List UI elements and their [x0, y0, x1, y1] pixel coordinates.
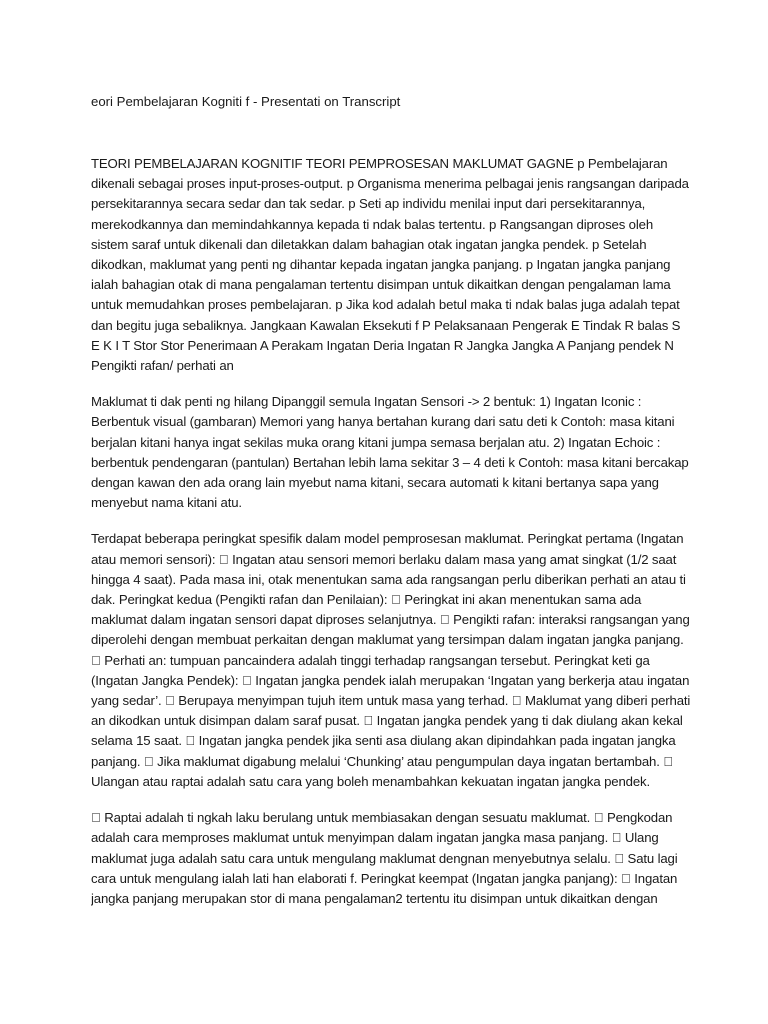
- document-title: eori Pembelajaran Kogniti f - Presentati on Transcript: [91, 94, 401, 109]
- document-page: [91, 0, 691, 1024]
- paragraph-rehearsal: ￿ Raptai adalah ti ngkah laku berulang untuk membiasakan dengan sesuatu maklumat. ￿ Pengkodan adalah cara memproses maklumat untuk menyimpan dalam ingatan jangka masa panjang. ￿ Ulang maklumat juga adalah satu cara untuk mengulang maklumat dengnan menyebutnya selalu. ￿ Satu lagi cara untuk mengulang ialah lati han elaborati f. Peringkat keempat (Ingatan jangka panjang): ￿ Ingatan jangka panjang merupakan stor di mana pengalaman2 tertentu itu disimpan untuk dikaitkan dengan: [91, 810, 678, 906]
- paragraph-processing-stages: Terdapat beberapa peringkat spesifik dalam model pemprosesan maklumat. Peringkat pertama (Ingatan atau memori sensori): ￿ Ingatan atau sensori memori berlaku dalam masa yang amat singkat (1/2 saat hingga 4 saat). Pada masa ini, otak menentukan sama ada rangsangan perlu diberikan perhati an atau ti dak. Peringkat kedua (Pengikti rafan dan Penilaian): ￿ Peringkat ini akan menentukan sama ada maklumat dalam ingatan sensori dapat diproses selanjutnya. ￿ Pengikti rafan: interaksi rangsangan yang diperolehi dengan membuat perkaitan dengan maklumat yang tersimpan dalam ingatan jangka panjang. ￿ Perhati an: tumpuan pancaindera adalah tinggi terhadap rangsangan tersebut. Peringkat keti ga (Ingatan Jangka Pendek): ￿ Ingatan jangka pendek ialah merupakan ‘Ingatan yang berkerja atau ingatan yang sedar’. ￿ Berupaya menyimpan tujuh item untuk masa yang terhad. ￿ Maklumat yang diberi perhati an dikodkan untuk disimpan dalam saraf pusat. ￿ Ingatan jangka pendek yang ti dak diulang akan kekal selama 15 saat. ￿ Ingatan jangka pendek jika senti asa diulang akan dipindahkan pada ingatan jangka panjang. ￿ Jika maklumat digabung melalui ‘Chunking’ atau pengumpulan daya ingatan bertambah. ￿ Ulangan atau raptai adalah satu cara yang boleh menambahkan kekuatan ingatan jangka pendek.: [91, 531, 691, 789]
- paragraph-sensory-memory: Maklumat ti dak penti ng hilang Dipanggil semula Ingatan Sensori -> 2 bentuk: 1) Ingatan Iconic : Berbentuk visual (gambaran) Memori yang hanya bertahan kurang dari satu deti k Contoh: masa kitani berjalan kitani hanya ingat sekilas muka orang kitani jumpa semasa berjalan atu. 2) Ingatan Echoic : berbentuk pendengaran (pantulan) Bertahan lebih lama sekitar 3 – 4 deti k Contoh: masa kitani bercakap dengan kawan den ada orang lain myebut nama kitani, secara automati k kitani bertanya sapa yang menyebut nama kitani atu.: [91, 394, 689, 511]
- document-body: [91, 154, 691, 925]
- paragraph-gagne-model: TEORI PEMBELAJARAN KOGNITIF TEORI PEMPROSESAN MAKLUMAT GAGNE p Pembelajaran dikenali sebagai proses input-proses-output. p Organisma menerima pelbagai jenis rangsangan daripada persekitarannya secara sedar dan tak sedar. p Seti ap individu menilai input dari persekitarannya, merekodkannya dan memindahkannya kepada ti ndak balas tertentu. p Rangsangan diproses oleh sistem saraf untuk dikenali dan diletakkan dalam bahagian otak ingatan jangka pendek. p Setelah dikodkan, maklumat yang penti ng dihantar kepada ingatan jangka panjang. p Ingatan jangka panjang ialah bahagian otak di mana pengalaman tertentu disimpan untuk dikaitkan dengan pengalaman lama untuk memudahkan proses pembelajaran. p Jika kod adalah betul maka ti ndak balas juga adalah tepat dan begitu juga sebaliknya. Jangkaan Kawalan Eksekuti f P Pelaksanaan Pengerak E Tindak R balas S E K I T Stor Stor Penerimaan A Perakam Ingatan Deria Ingatan R Jangka Jangka A Panjang pendek N Pengikti rafan/ perhati an: [91, 156, 689, 374]
